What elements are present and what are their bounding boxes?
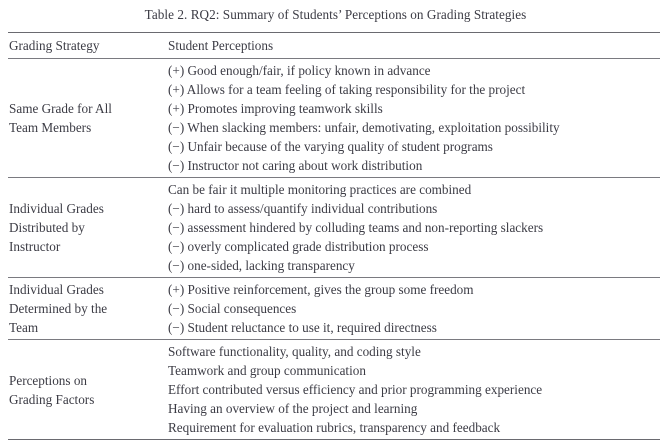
table-row <box>8 59 660 177</box>
perception-item: Can be fair it multiple monitoring practices are combined <box>168 182 472 197</box>
row-label-line: Same Grade for All <box>9 101 112 116</box>
row-label-same-grade-for-all <box>8 99 168 137</box>
perception-item: (−) Instructor not caring about work distribution <box>168 158 423 173</box>
column-header-grading-strategy: Grading Strategy <box>9 38 100 53</box>
column-header-student-perceptions: Student Perceptions <box>168 38 274 53</box>
row-label-line: Team <box>9 320 39 335</box>
data-table <box>8 32 660 440</box>
row-label-line: Instructor <box>9 239 61 254</box>
perception-item: (+) Promotes improving teamwork skills <box>168 101 383 116</box>
perception-item: (−) overly complicated grade distribution process <box>168 239 429 254</box>
table-row <box>8 278 660 339</box>
row-perceptions-individual-grades-determined-by-the-team <box>168 280 660 337</box>
perception-item: (−) When slacking members: unfair, demotivating, exploitation possibility <box>168 120 560 135</box>
perception-item: (−) hard to assess/quantify individual contributions <box>168 201 438 216</box>
perception-item: (−) Unfair because of the varying quality of student programs <box>168 139 493 154</box>
perception-item: (+) Allows for a team feeling of taking responsibility for the project <box>168 82 526 97</box>
row-label-line: Determined by the <box>9 301 108 316</box>
row-label-line: Grading Factors <box>9 391 95 407</box>
perception-item: Having an overview of the project and learning <box>168 401 418 416</box>
row-label-line: Perceptions on <box>9 372 88 388</box>
perception-item: Software functionality, quality, and coding style <box>168 344 421 359</box>
perception-item: (+) Good enough/fair, if policy known in advance <box>168 63 431 78</box>
row-label-individual-grades-distributed-by-instructor <box>8 199 168 256</box>
table-header-row <box>8 33 660 58</box>
row-label-perceptions-on-grading-factors <box>8 371 168 409</box>
row-perceptions-individual-grades-distributed-by-instructor <box>168 180 660 275</box>
table-caption: Table 2. RQ2: Summary of Students’ Perceptions on Grading Strategies <box>144 7 527 22</box>
perception-item: Effort contributed versus efficiency and prior programming experience <box>168 382 543 397</box>
perception-item: (−) assessment hindered by colluding teams and non-reporting slackers <box>168 220 544 235</box>
perception-item: Teamwork and group communication <box>168 363 366 378</box>
row-label-line: Individual Grades <box>9 282 104 297</box>
perception-item: (−) Social consequences <box>168 301 297 316</box>
row-label-line: Individual Grades <box>9 201 104 216</box>
table-row <box>8 178 660 277</box>
perception-item: (−) one-sided, lacking transparency <box>168 258 355 273</box>
perception-item: (+) Positive reinforcement, gives the group some freedom <box>168 282 474 297</box>
row-label-line: Distributed by <box>9 220 85 235</box>
row-label-individual-grades-determined-by-the-team <box>8 280 168 337</box>
perception-item: Requirement for evaluation rubrics, transparency and feedback <box>168 420 501 435</box>
row-label-line: Team Members <box>9 120 92 135</box>
table-row <box>8 340 660 439</box>
row-perceptions-same-grade-for-all <box>168 61 660 175</box>
perception-item: (−) Student reluctance to use it, required directness <box>168 320 437 335</box>
row-perceptions-grading-factors <box>168 342 660 437</box>
